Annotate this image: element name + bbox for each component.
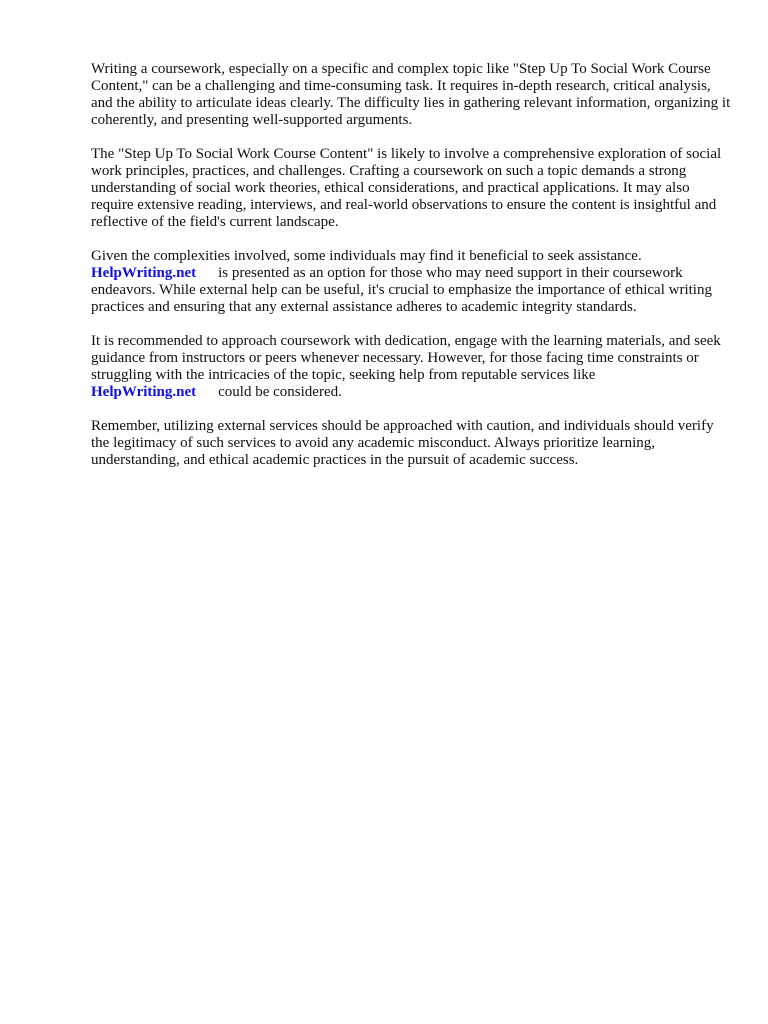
- paragraph-assistance-lead: Given the complexities involved, some individuals may find it beneficial to seek assistance.: [91, 248, 642, 264]
- paragraph-recommendation-tail: could be considered.: [218, 384, 342, 400]
- paragraph-course-content: The "Step Up To Social Work Course Content" is likely to involve a comprehensive exploration of social work principles, practices, and challenges. Crafting a coursework on such a topic demands a strong understanding of social work theories, ethical considerations, and practical applications. It may also require extensive reading, interviews, and real-world observations to ensure the content is insightful and reflective of the field's current landscape.: [91, 146, 722, 230]
- paragraph-recommendation-lead: It is recommended to approach coursework with dedication, engage with the learning materials, and seek guidance from instructors or peers whenever necessary. However, for those facing time constraints or struggling with the intricacies of the topic, seeking help from reputable services like: [91, 333, 721, 383]
- helpwriting-link-second[interactable]: HelpWriting.net: [91, 384, 197, 400]
- document-page: [91, 61, 731, 486]
- helpwriting-link[interactable]: HelpWriting.net: [91, 265, 197, 281]
- paragraph-assistance: [91, 248, 731, 316]
- paragraph-intro: Writing a coursework, especially on a specific and complex topic like "Step Up To Social Work Course Content," can be a challenging and time-consuming task. It requires in-depth research, critical analysis, and the ability to articulate ideas clearly. The difficulty lies in gathering relevant information, organizing it coherently, and presenting well-supported arguments.: [91, 61, 731, 128]
- paragraph-assistance-tail: is presented as an option for those who may need support in their coursework endeavors. While external help can be useful, it's crucial to emphasize the importance of ethical writing practices and ensuring that any external assistance adheres to academic integrity standards.: [91, 265, 712, 315]
- paragraph-caution: Remember, utilizing external services should be approached with caution, and individuals should verify the legitimacy of such services to avoid any academic misconduct. Always prioritize learning, understanding, and ethical academic practices in the pursuit of academic success.: [91, 418, 714, 468]
- paragraph-recommendation: [91, 333, 731, 401]
